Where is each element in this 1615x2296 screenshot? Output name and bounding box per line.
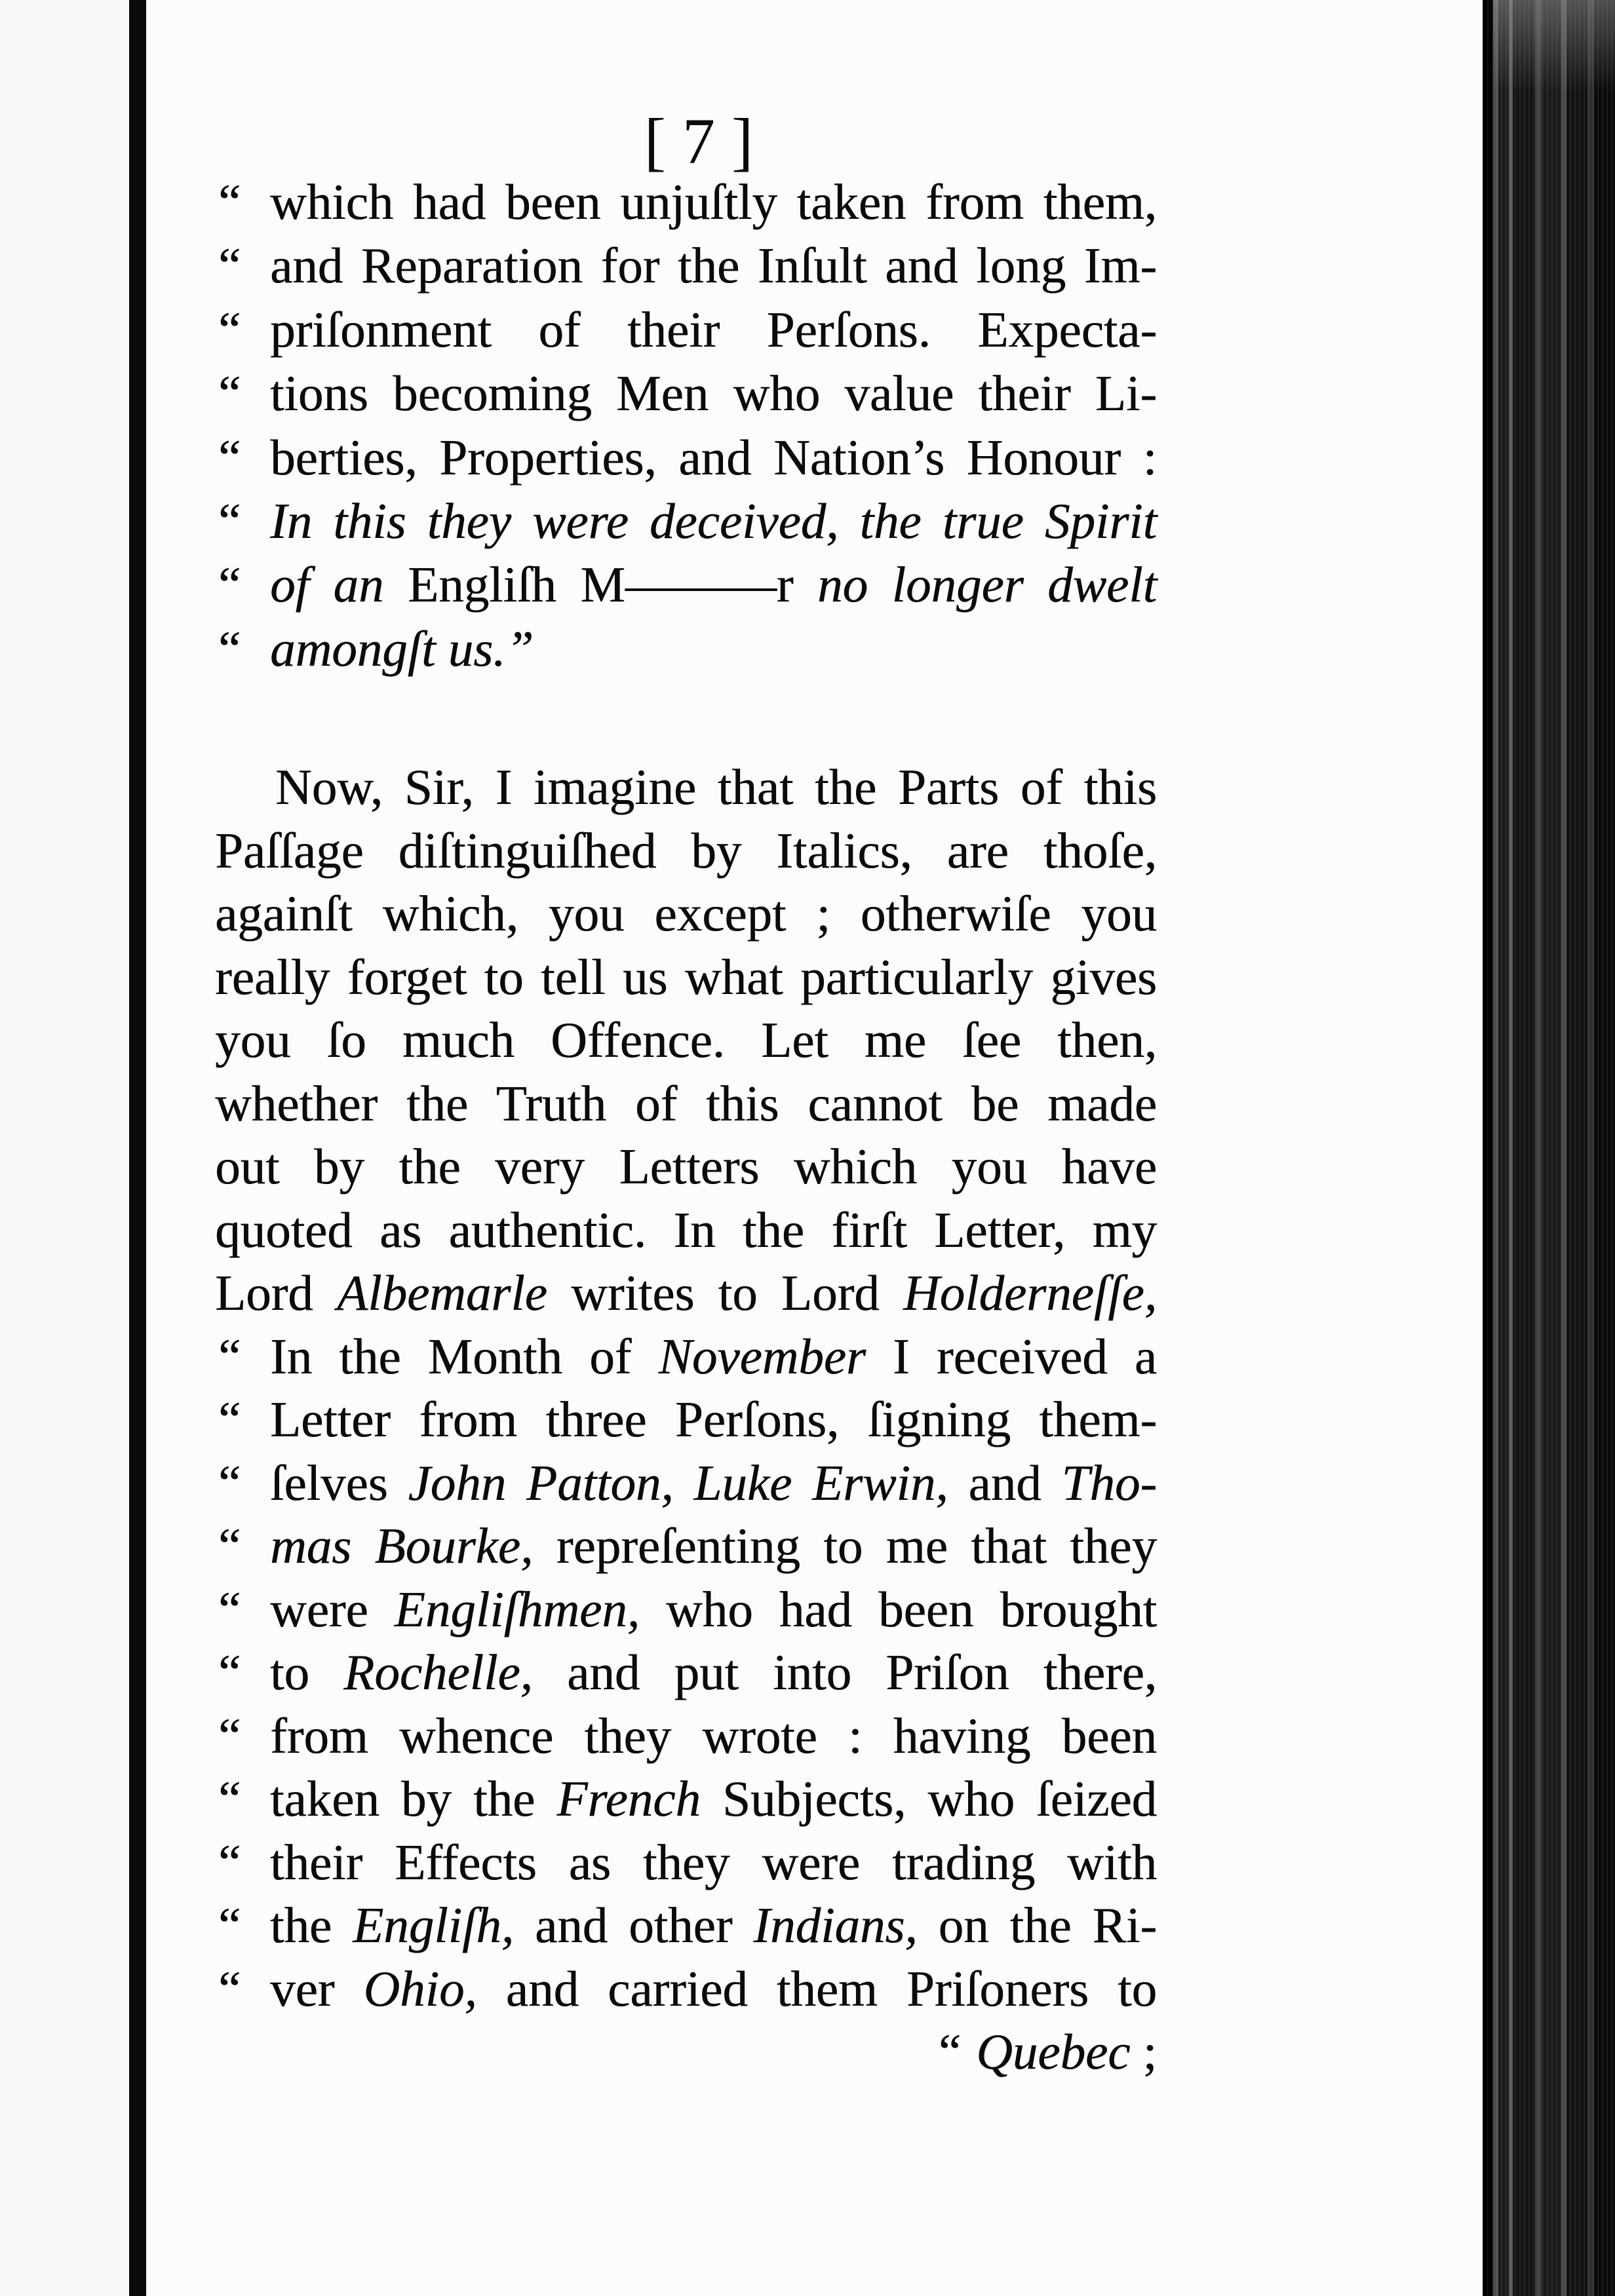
line-text xyxy=(215,1008,1157,1072)
italic-text-run: Indians, xyxy=(753,1897,918,1953)
text-run: and Reparation for the Inſult and long Im- xyxy=(270,237,1157,294)
quotation-line xyxy=(0,617,1615,681)
text-run: and xyxy=(948,1454,1062,1511)
line-text xyxy=(275,756,1157,819)
quotation-mark: “ xyxy=(218,1454,241,1511)
text-run: taken by the xyxy=(270,1770,557,1827)
paragraph-block xyxy=(0,756,1615,2084)
line-text xyxy=(270,1957,1157,2021)
quoted-letter-line xyxy=(0,1388,1615,1451)
line-text xyxy=(270,1578,1157,1641)
line-text xyxy=(270,1831,1157,1894)
quotation-mark: “ xyxy=(218,1580,241,1637)
line-text xyxy=(270,1388,1157,1451)
text-line xyxy=(0,1135,1615,1198)
line-text xyxy=(215,819,1157,883)
quotation-mark: “ xyxy=(218,365,241,422)
line-text xyxy=(215,1135,1157,1198)
text-line xyxy=(0,1008,1615,1072)
italic-text-run: mas Bourke, xyxy=(270,1518,534,1574)
page-number: [ 7 ] xyxy=(644,105,754,178)
italic-text-run: Tho- xyxy=(1061,1454,1157,1511)
quotation-line xyxy=(0,362,1615,425)
line-text xyxy=(270,553,1157,617)
text-run: out by the very Letters which you have xyxy=(215,1138,1157,1195)
italic-text-run: Holderneſſe, xyxy=(903,1265,1157,1321)
quotation-mark: “ xyxy=(218,1328,241,1385)
text-run: In the Month of xyxy=(270,1328,659,1385)
text-run: repreſenting to me that they xyxy=(533,1518,1157,1574)
italic-text-run: French xyxy=(556,1770,701,1827)
text-run: tions becoming Men who value their Li- xyxy=(270,365,1157,422)
text-run: really forget to tell us what particularly gives xyxy=(215,948,1157,1005)
quotation-mark: “ xyxy=(218,492,241,549)
line-text xyxy=(270,1894,1157,1957)
text-line xyxy=(0,1261,1615,1325)
quoted-letter-line xyxy=(0,1894,1615,1957)
quoted-letter-line xyxy=(0,1514,1615,1578)
quoted-letter-line xyxy=(0,1578,1615,1641)
text-run: and carried them Priſoners to xyxy=(477,1960,1157,2017)
text-run: who had been brought xyxy=(639,1580,1157,1637)
quotation-mark: “ xyxy=(218,301,241,358)
quotation-mark: “ xyxy=(218,1707,241,1764)
line-text xyxy=(215,1261,1157,1325)
text-run: from whence they wrote : having been xyxy=(270,1707,1157,1764)
quotation-mark: “ xyxy=(218,556,241,613)
quotation-mark: “ xyxy=(218,237,241,294)
text-run: to xyxy=(270,1644,344,1700)
italic-text-run: Ohio, xyxy=(363,1960,477,2017)
line-text xyxy=(270,1704,1157,1768)
text-run: the xyxy=(270,1897,353,1953)
text-run: you ſo much Offence. Let me ſee then, xyxy=(215,1012,1157,1068)
italic-text-run: no longer dwelt xyxy=(817,556,1157,613)
quoted-letter-line xyxy=(0,1767,1615,1831)
text-run: Now, Sir, I imagine that the Parts of this xyxy=(275,759,1157,815)
text-run: and put into Priſon there, xyxy=(532,1644,1157,1700)
quotation-line xyxy=(0,170,1615,234)
text-line xyxy=(0,946,1615,1009)
line-text xyxy=(270,1767,1157,1831)
text-run: ſelves xyxy=(270,1454,408,1511)
text-run: on the Ri- xyxy=(917,1897,1158,1953)
italic-text-run: John Patton, Luke Erwin, xyxy=(408,1454,948,1511)
text-line xyxy=(0,756,1615,819)
quoted-letter-line xyxy=(0,1451,1615,1515)
catchword xyxy=(0,2020,1615,2084)
quotation-mark: “ xyxy=(218,1391,241,1447)
line-text xyxy=(270,426,1157,489)
quotation-line xyxy=(0,234,1615,297)
quoted-letter-line xyxy=(0,1325,1615,1388)
book-edge-highlight xyxy=(1493,0,1615,92)
text-run: and other xyxy=(514,1897,754,1953)
quotation-mark: “ xyxy=(218,620,241,677)
quotation-mark: “ xyxy=(938,2023,962,2080)
italic-text-run: Albemarle xyxy=(337,1265,547,1321)
text-run: whether the Truth of this cannot be made xyxy=(215,1075,1157,1132)
text-run: which had been unjuſtly taken from them, xyxy=(270,174,1157,230)
text-run: Engliſh M———r xyxy=(383,556,817,613)
quoted-letter-line xyxy=(0,1704,1615,1768)
italic-text-run: of an xyxy=(270,556,384,613)
italic-text-run: Engliſhmen, xyxy=(394,1580,640,1637)
line-text xyxy=(215,1072,1157,1136)
text-run: ver xyxy=(270,1960,364,2017)
quotation-mark: “ xyxy=(218,174,241,230)
italic-text-run: In this they were deceived, the true Spirit xyxy=(270,492,1157,549)
line-text xyxy=(270,170,1157,234)
text-line xyxy=(0,882,1615,946)
line-text xyxy=(270,234,1157,297)
text-line xyxy=(0,1072,1615,1136)
line-text xyxy=(270,1641,1157,1704)
quotation-mark: “ xyxy=(218,1833,241,1890)
quotation-line xyxy=(0,426,1615,489)
text-run: Paſſage diſtinguiſhed by Italics, are thoſe, xyxy=(215,822,1157,879)
quoted-letter-line xyxy=(0,1957,1615,2021)
line-text xyxy=(215,1198,1157,1262)
text-run: Letter from three Perſons, ſigning them- xyxy=(270,1391,1157,1447)
text-run: I received a xyxy=(865,1328,1157,1385)
text-run: were xyxy=(270,1580,395,1637)
text-run: Lord xyxy=(215,1265,338,1321)
line-text xyxy=(270,617,1157,681)
line-text xyxy=(215,882,1157,946)
quotation-line xyxy=(0,489,1615,553)
text-run: berties, Properties, and Nation’s Honour : xyxy=(270,429,1157,486)
quotation-mark: “ xyxy=(218,429,241,486)
line-text xyxy=(270,362,1157,425)
catchword-text xyxy=(215,2020,1157,2084)
line-text xyxy=(270,489,1157,553)
quotation-block xyxy=(0,170,1615,681)
text-run: ; xyxy=(1130,2023,1157,2080)
italic-text-run: November xyxy=(658,1328,866,1385)
text-run: writes to Lord xyxy=(547,1265,903,1321)
quotation-line xyxy=(0,553,1615,617)
italic-text-run: Quebec xyxy=(976,2023,1131,2080)
line-text xyxy=(270,1451,1157,1515)
quotation-line xyxy=(0,298,1615,362)
text-run: Subjects, who ſeized xyxy=(700,1770,1157,1827)
quoted-letter-line xyxy=(0,1831,1615,1894)
line-text xyxy=(270,1325,1157,1388)
text-run: quoted as authentic. In the firſt Letter, my xyxy=(215,1201,1157,1258)
italic-text-run: amongſt us.” xyxy=(270,620,534,677)
line-text xyxy=(270,1514,1157,1578)
quotation-mark: “ xyxy=(218,1960,241,2017)
quotation-mark: “ xyxy=(218,1518,241,1574)
text-line xyxy=(0,819,1615,883)
italic-text-run: Engliſh, xyxy=(353,1897,515,1953)
quotation-mark: “ xyxy=(218,1644,241,1700)
text-run: priſonment of their Perſons. Expecta- xyxy=(270,301,1157,358)
quoted-letter-line xyxy=(0,1641,1615,1704)
quotation-mark: “ xyxy=(218,1770,241,1827)
text-line xyxy=(0,1198,1615,1262)
line-text xyxy=(270,298,1157,362)
text-run: againſt which, you except ; otherwiſe you xyxy=(215,885,1157,942)
italic-text-run: Rochelle, xyxy=(343,1644,533,1700)
line-text xyxy=(215,946,1157,1009)
quotation-mark: “ xyxy=(218,1897,241,1953)
text-run: their Effects as they were trading with xyxy=(270,1833,1157,1890)
